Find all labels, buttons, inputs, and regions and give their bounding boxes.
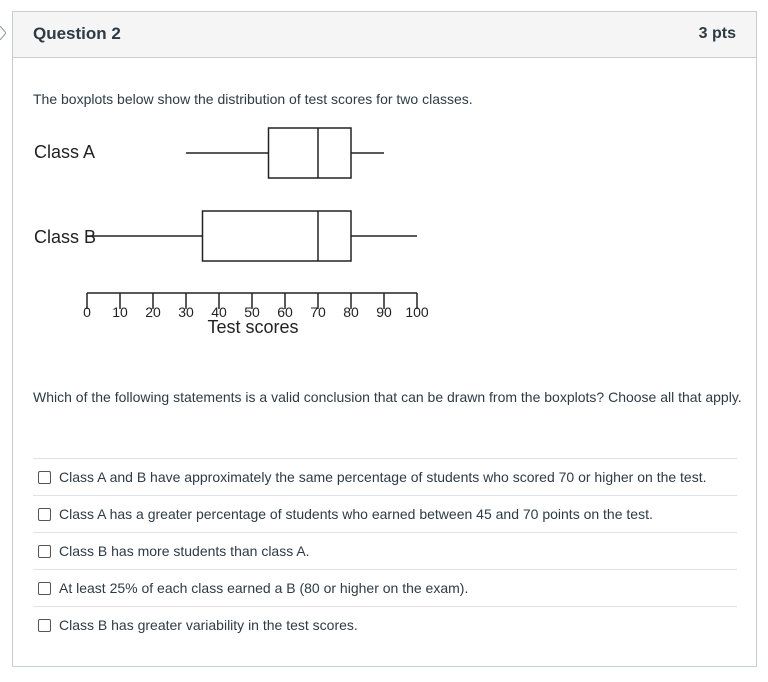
answer-text: Class A has a greater percentage of students who earned between 45 and 70 points on the test. [59, 506, 653, 522]
tick-label: 70 [310, 304, 326, 320]
row-label-class-a: Class A [34, 142, 96, 162]
axis-label: Test scores [207, 317, 299, 337]
question-title: Question 2 [33, 24, 121, 43]
question-header [13, 12, 756, 58]
checkbox[interactable] [38, 619, 51, 632]
row-label-class-b: Class B [34, 227, 97, 247]
question-card [12, 11, 757, 667]
checkbox[interactable] [38, 582, 51, 595]
answer-list [33, 458, 737, 643]
tick-label: 90 [376, 304, 392, 320]
tick-label: 60 [277, 304, 293, 320]
box [203, 211, 352, 261]
answer-option[interactable] [33, 606, 737, 643]
answer-text: At least 25% of each class earned a B (80 or higher on the exam). [59, 580, 469, 596]
tick-label: 10 [112, 304, 128, 320]
answer-option[interactable] [33, 458, 737, 495]
tick-label: 50 [244, 304, 260, 320]
question-intro: The boxplots below show the distribution of test scores for two classes. [33, 91, 473, 107]
tick-label: 0 [83, 304, 91, 320]
answer-option[interactable] [33, 569, 737, 606]
tick-label: 20 [145, 304, 161, 320]
tick-label: 40 [211, 304, 227, 320]
answer-option[interactable] [33, 495, 737, 532]
checkbox[interactable] [38, 545, 51, 558]
answer-text: Class B has greater variability in the test scores. [59, 617, 358, 633]
checkbox[interactable] [38, 508, 51, 521]
answer-text: Class A and B have approximately the same percentage of students who scored 70 or higher on the test. [59, 469, 707, 485]
tick-label: 30 [178, 304, 194, 320]
collapse-arrow-icon [0, 26, 6, 40]
box [269, 128, 352, 178]
tick-label: 80 [343, 304, 359, 320]
question-prompt: Which of the following statements is a valid conclusion that can be drawn from the boxplots? Choose all that apply. [33, 389, 742, 405]
checkbox[interactable] [38, 471, 51, 484]
answer-option[interactable] [33, 532, 737, 569]
tick-label: 100 [405, 304, 429, 320]
answer-text: Class B has more students than class A. [59, 543, 310, 559]
boxplots [87, 128, 417, 261]
x-axis [83, 293, 429, 320]
question-points: 3 pts [698, 25, 736, 42]
boxplot-figure [13, 112, 453, 352]
